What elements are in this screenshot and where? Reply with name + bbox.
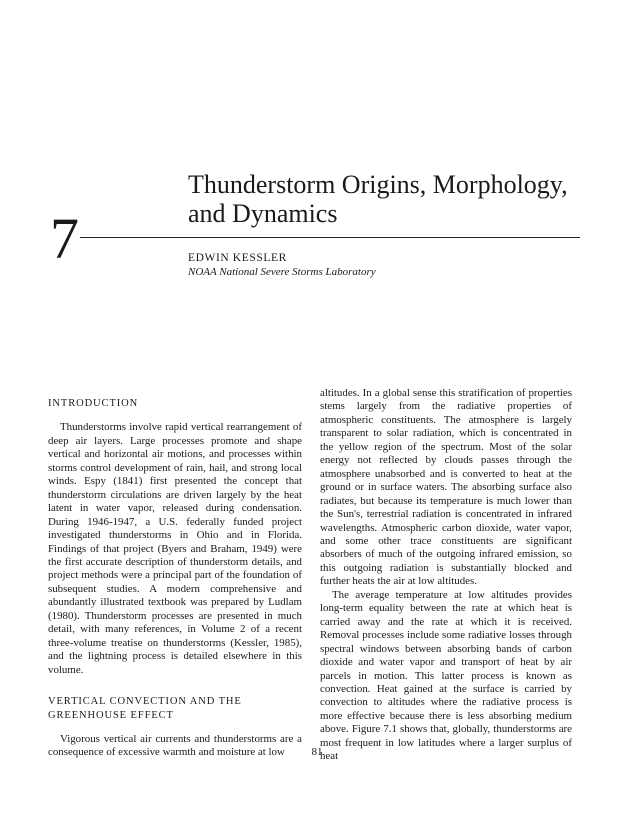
page-number: 81 <box>311 746 323 758</box>
author-affiliation: NOAA National Severe Storms Laboratory <box>188 266 376 278</box>
section-heading-vc-line-2: GREENHOUSE EFFECT <box>48 709 174 721</box>
intro-paragraph: Thunderstorms involve rapid vertical rearrangement of deep air layers. Large processes promote and shape vertical and horizontal air motions, and processes within storms control development of rain, hail, and strong local winds. Espy (1841) first presented the concept that thunderstorm circulations are driven largely by the heat latent in water vapor, released during condensation. During 1946-1947, a U.S. federally funded project investigated thunderstorms in Ohio and in Florida. Findings of that project (Byers and Braham, 1949) were the first accurate description of thunderstorm details, and project methods were a principal part of the foundation of subsequent studies. A modern comprehensive and abundantly illustrated textbook was prepared by Ludlam (1980). Thunderstorm processes are presented in much detail, with many references, in Volume 2 of a recent three-volume treatise on thunderstorms (Kessler, 1985), and the lightning process is detailed elsewhere in this volume. <box>48 421 302 676</box>
chapter-title-line-2: and Dynamics <box>188 199 338 228</box>
section-heading-vertical-convection <box>48 695 302 722</box>
title-rule <box>80 237 580 238</box>
right-column <box>320 387 572 764</box>
author-name: EDWIN KESSLER <box>188 252 287 264</box>
chapter-title <box>188 170 588 228</box>
left-column <box>48 397 302 760</box>
section-heading-introduction: INTRODUCTION <box>48 398 139 409</box>
chapter-title-line-1: Thunderstorm Origins, Morphology, <box>188 170 568 199</box>
vc-paragraph: Vigorous vertical air currents and thunderstorms are a consequence of excessive warmth and moisture at low <box>48 732 302 759</box>
continued-paragraph: altitudes. In a global sense this stratification of properties stems largely from the radiative properties of atmospheric constituents. The atmosphere is largely transparent to solar radiation, which is concentrated in the yellow region of the spectrum. Most of the solar energy not reflected by clouds passes through the atmosphere unabsorbed and is converted to heat at the ground or in surface waters. The absorbing surface also radiates, but because its temperature is much lower than the Sun's, terrestrial radiation is concentrated in infrared wavelengths. Atmospheric carbon dioxide, water vapor, and some other trace constituents are significant absorbers of much of the outgoing infrared emission, so this outgoing radiation is substantially blocked and further heats the air at low altitudes. <box>320 387 572 588</box>
section-heading-vc-line-1: VERTICAL CONVECTION AND THE <box>48 696 242 708</box>
chapter-number: 7 <box>50 206 79 271</box>
temperature-paragraph: The average temperature at low altitudes provides long-term equality between the rate at which heat is carried away and the rate at which it is received. Removal processes include some radiative losses through spectral windows between absorbing bands of carbon dioxide and water vapor and transport of heat by air parcels in motion. This latter process is known as convection. Heat gained at the surface is carried by convection to altitudes where the radiative process is more effective because there is less absorbing medium above. Figure 7.1 shows that, globally, thunderstorms are most frequent in low latitudes where a larger surplus of heat <box>320 588 572 763</box>
